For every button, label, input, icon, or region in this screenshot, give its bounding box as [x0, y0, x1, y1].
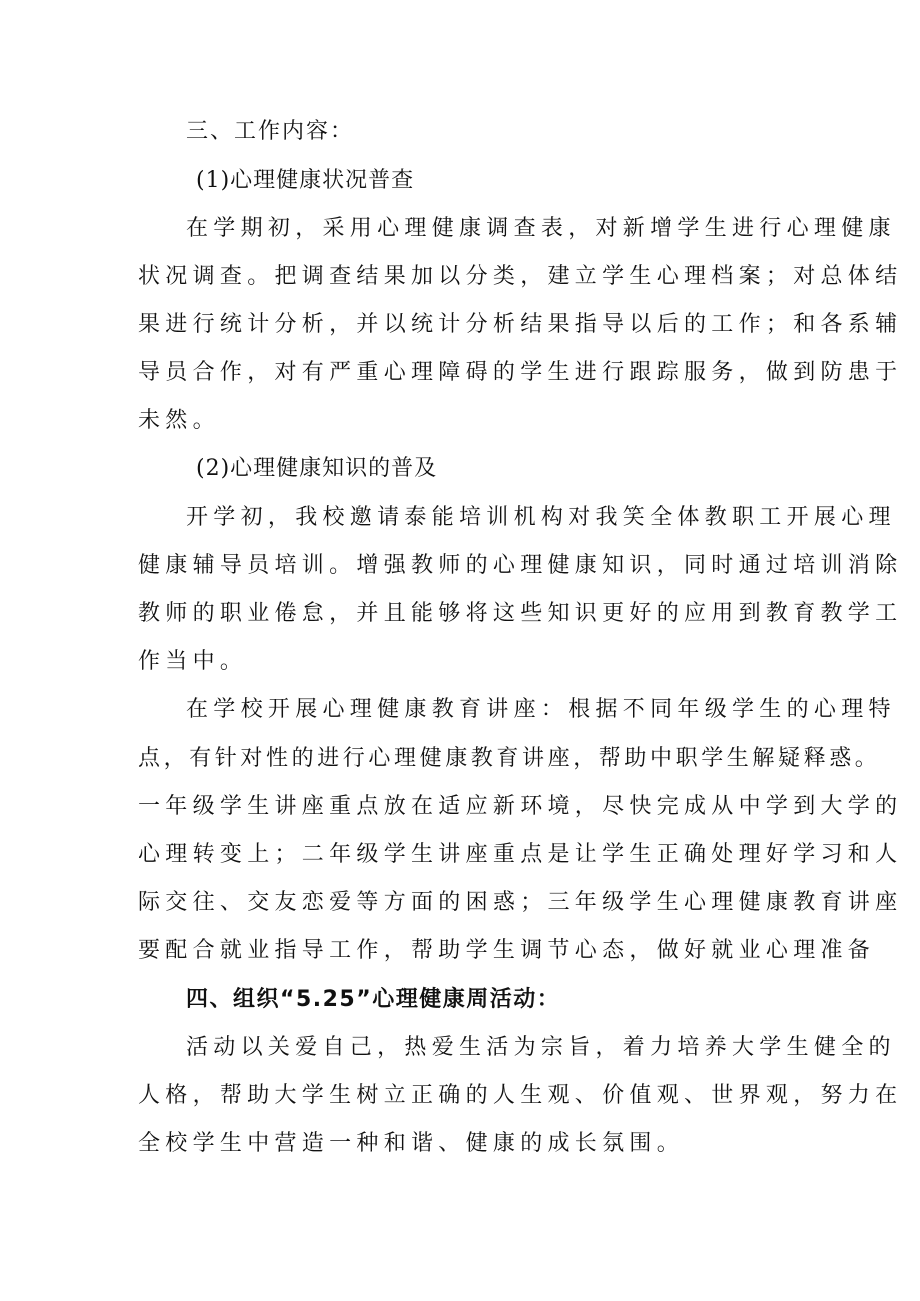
- paragraph-line: 健康辅导员培训。增强教师的心理健康知识，同时通过培训消除: [138, 553, 903, 578]
- paragraph-line: 状况调查。把调查结果加以分类，建立学生心理档案；对总体结: [138, 264, 903, 289]
- paragraph-line: 在学校开展心理健康教育讲座：根据不同年级学生的心理特: [186, 697, 896, 722]
- paragraph-line: 心理转变上；二年级学生讲座重点是让学生正确处理好学习和人: [138, 842, 903, 867]
- paragraph-line: 未然。: [138, 408, 220, 433]
- paragraph-line: 点，有针对性的进行心理健康教育讲座，帮助中职学生解疑释惑。: [138, 746, 881, 771]
- paragraph-line: 活动以关爱自己，热爱生活为宗旨，着力培养大学生健全的: [186, 1035, 896, 1060]
- paragraph-line: 要配合就业指导工作，帮助学生调节心态，做好就业心理准备: [138, 938, 876, 963]
- subsection-heading-1: (1)心理健康状况普查: [196, 168, 415, 193]
- paragraph-line: 一年级学生讲座重点放在适应新环境，尽快完成从中学到大学的: [138, 794, 903, 819]
- paragraph-line: 教师的职业倦怠，并且能够将这些知识更好的应用到教育教学工: [138, 601, 903, 626]
- paragraph-line: 作当中。: [138, 649, 248, 674]
- section-heading-4: 四、组织“5.25”心理健康周活动：: [186, 987, 561, 1012]
- paragraph-line: 导员合作，对有严重心理障碍的学生进行跟踪服务，做到防患于: [138, 360, 903, 385]
- paragraph-line: 果进行统计分析，并以统计分析结果指导以后的工作；和各系辅: [138, 312, 903, 337]
- paragraph-line: 在学期初，采用心理健康调查表，对新增学生进行心理健康: [186, 216, 896, 241]
- paragraph-line: 人格，帮助大学生树立正确的人生观、价值观、世界观，努力在: [138, 1083, 903, 1108]
- subsection-heading-2: (2)心理健康知识的普及: [196, 456, 438, 481]
- paragraph-line: 开学初，我校邀请泰能培训机构对我笑全体教职工开展心理: [186, 505, 896, 530]
- section-heading-3: 三、工作内容：: [186, 119, 355, 144]
- paragraph-line: 全校学生中营造一种和谐、健康的成长氛围。: [138, 1131, 685, 1156]
- paragraph-line: 际交往、交友恋爱等方面的困惑；三年级学生心理健康教育讲座: [138, 890, 903, 915]
